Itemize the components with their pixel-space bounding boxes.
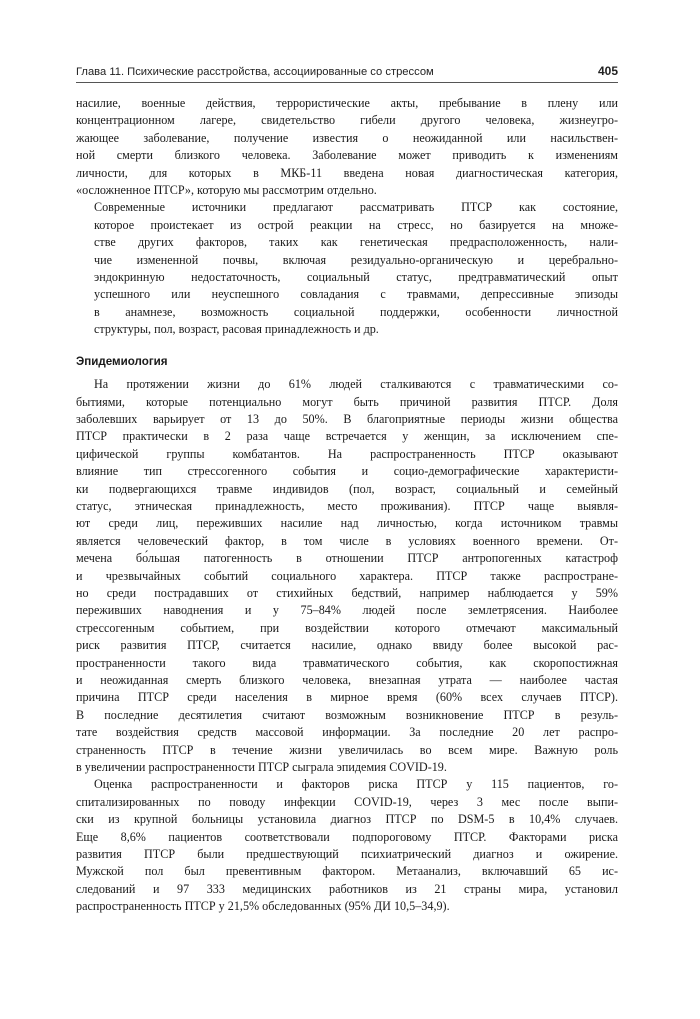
- text-line: и неожиданная смерть близкого человека, внезапная утрата — наиболее частая: [76, 673, 618, 687]
- text-line: Оценка распространенности и факторов риска ПТСР у 115 пациентов, го-: [94, 777, 618, 792]
- chapter-title: Глава 11. Психические расстройства, ассоциированные со стрессом: [76, 66, 434, 78]
- text-line: Современные источники предлагают рассматривать ПТСР как состояние,: [94, 200, 618, 215]
- page-number: 405: [597, 64, 618, 78]
- text-line: В последние десятилетия считают возможным возникновение ПТСР в резуль-: [76, 707, 618, 722]
- text-line: спитализированных по поводу инфекции COVID-19, через 3 мес после выпи-: [76, 794, 618, 809]
- text-line: заболевших варьирует от 13 до 50%. В благоприятные периоды жизни общества: [76, 411, 618, 426]
- text-line: но среди пострадавших от стихийных бедствий, например наблюдается у 59%: [76, 585, 618, 600]
- paragraph: [76, 95, 618, 199]
- text-line: пространенности такого вида травматического события, как скоропостижная: [76, 655, 618, 670]
- text-line: структуры, пол, возраст, расовая принадлежность и др.: [94, 322, 379, 337]
- text-line: ПТСР практически в 2 раза чаще встречается у женщин, за исключением спе-: [76, 429, 618, 444]
- text-line: распространенность ПТСР у 21,5% обследованных (95% ДИ 10,5–34,9).: [76, 899, 450, 914]
- text-line: Еще 8,6% пациентов соответствовали подпороговому ПТСР. Факторами риска: [76, 829, 618, 844]
- text-line: личности, для которых в МКБ-11 введена новая диагностическая категория,: [76, 165, 618, 180]
- text-line: эндокринную недостаточность, социальный статус, предтравматический опыт: [94, 270, 618, 285]
- text-line: в увеличении распространенности ПТСР сыграла эпидемия COVID-19.: [76, 760, 447, 775]
- header-rule: [76, 82, 618, 83]
- paragraph: [76, 199, 618, 338]
- text-line: бытиями, которые потенциально могут быть причиной развития ПТСР. Доля: [76, 394, 618, 409]
- text-line: жающее заболевание, получение известия о неожиданной или насильствен-: [76, 130, 618, 145]
- text-line: которое проистекает из острой реакции на стресс, но базируется на множе-: [94, 217, 618, 232]
- text-line: ски из крупной больницы установила диагноз ПТСР по DSM-5 в 10,4% случаев.: [76, 812, 618, 827]
- text-line: тате воздействия средств массовой информации. За последние 20 лет распро-: [76, 725, 618, 740]
- text-line: переживших наводнения и у 75–84% людей после землетрясения. Наиболее: [76, 603, 618, 618]
- text-line: чие измененной почвы, включая резидуально-органическую и церебрально-: [94, 252, 618, 267]
- section-heading: Эпидемиология: [76, 354, 168, 368]
- text-line: стве других факторов, таких как генетическая предрасположенность, нали-: [94, 235, 618, 250]
- text-line: развития ПТСР были предшествующий психиатрический диагноз и ожирение.: [76, 847, 618, 862]
- text-line: ки подвергающихся травме индивидов (пол, возраст, социальный и семейный: [76, 481, 618, 496]
- text-line: следований и 97 333 медицинских работников из 21 страны мира, установил: [76, 881, 618, 896]
- text-line: риск развития ПТСР, считается насилие, однако ввиду более высокой рас-: [76, 638, 618, 653]
- text-line: «осложненное ПТСР», которую мы рассмотрим отдельно.: [76, 183, 377, 198]
- text-line: статус, этническая принадлежность, место проживания). ПТСР чаще выявля-: [76, 498, 618, 513]
- text-line: страненность ПТСР в течение жизни увеличилась во всем мире. Важную роль: [76, 742, 618, 757]
- text-line: в анамнезе, возможность социальной поддержки, особенности личностной: [94, 304, 618, 319]
- text-line: насилие, военные действия, террористические акты, пребывание в плену или: [76, 96, 618, 110]
- text-line: На протяжении жизни до 61% людей сталкиваются с травматическими со-: [94, 377, 618, 392]
- text-line: концентрационном лагере, свидетельство гибели другого человека, жизнеугро-: [76, 113, 618, 128]
- text-line: влияние тип стрессогенного события и социо-демографические характеристи-: [76, 464, 618, 479]
- text-line: мечена бо́льшая патогенность в отношении ПТСР антропогенных катастроф: [76, 551, 618, 566]
- text-line: успешного или неуспешного совладания с травмами, депрессивные эпизоды: [94, 287, 618, 302]
- text-line: и чрезвычайных событий социального характера. ПТСР также распростране-: [76, 568, 618, 583]
- text-line: стрессогенным событием, при воздействии которого отмечают максимальный: [76, 620, 618, 635]
- paragraph: [76, 776, 618, 915]
- paragraph: [76, 376, 618, 776]
- text-line: причина ПТСР среди населения в мирное время (60% всех случаев ПТСР).: [76, 690, 618, 705]
- text-line: цифической группы комбатантов. На распространенность ПТСР оказывают: [76, 446, 618, 461]
- text-line: ной смерти близкого человека. Заболевание может приводить к изменениям: [76, 148, 618, 163]
- running-header: [76, 64, 618, 78]
- text-line: Мужской пол был превентивным фактором. Метаанализ, включавший 65 ис-: [76, 864, 618, 879]
- text-line: ют среди лиц, переживших насилие над личностью, когда источником травмы: [76, 516, 618, 531]
- page-body: [76, 95, 618, 916]
- text-line: является человеческий фактор, в том числе в условиях военного времени. От-: [76, 533, 618, 548]
